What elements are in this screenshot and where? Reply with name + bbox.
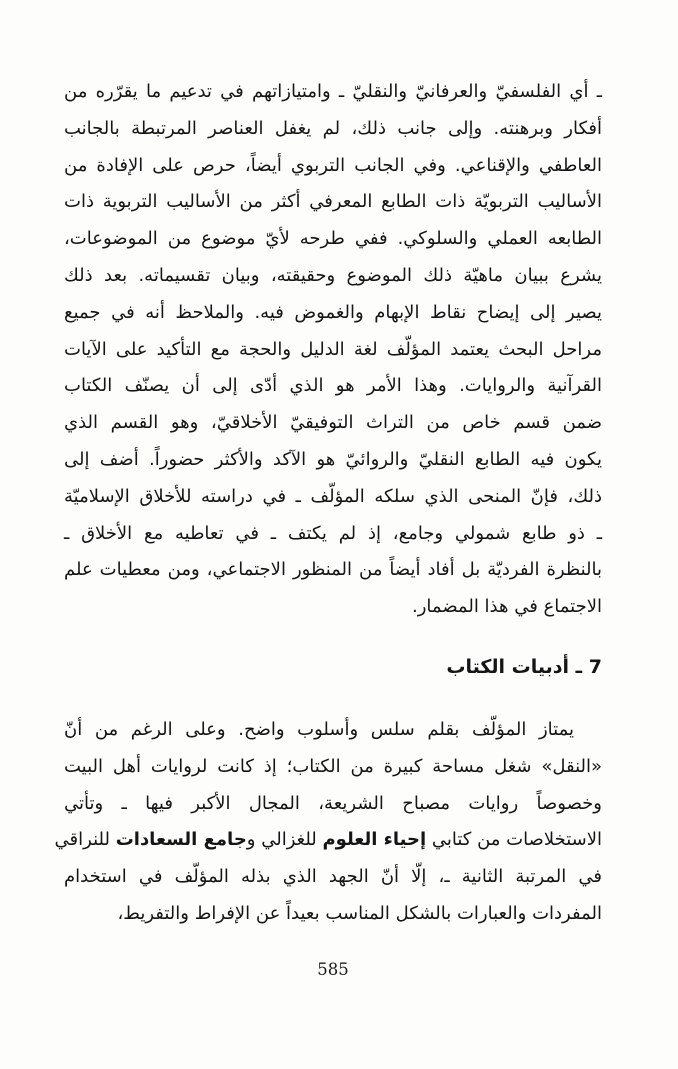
text-line-with-book-titles xyxy=(54,822,602,859)
text-line: القرآنية والروايات. وهذا الأمر هو الذي أدّى إلى أن يصنّف الكتاب xyxy=(64,375,602,397)
text-line: يمتاز المؤلّف بقلم سلس وأسلوب واضح. وعلى الرغم من أنّ xyxy=(64,718,574,740)
text-segment: الاستخلاصات من كتابي xyxy=(426,829,602,851)
text-line: ـ أي الفلسفيّ والعرفانيّ والنقليّ ـ وامتيازاتهم في تدعيم ما يقرّره من xyxy=(64,81,602,102)
text-line: ذلك، فإنّ المنحى الذي سلكه المؤلّف ـ في دراسته للأخلاق الإسلاميّة xyxy=(64,485,602,507)
text-segment: للغزالي و xyxy=(246,829,323,851)
text-line: بالنظرة الفرديّة بل أفاد أيضاً من المنظور الاجتماعي، ومن معطيات علم xyxy=(64,559,602,581)
text-line: في المرتبة الثانية ـ، إلّا أنّ الجهد الذي بذله المؤلّف في استخدام xyxy=(64,866,602,888)
text-segment: للنراقي xyxy=(54,829,116,851)
text-line: الاجتماع في هذا المضمار. xyxy=(412,596,602,618)
text-line: الطابعه العملي والسلوكي. ففي طرحه لأيّ موضوع من الموضوعات، xyxy=(64,228,602,250)
text-line: العاطفي والإقناعي. وفي الجانب التربوي أيضاً، حرص على الإفادة من xyxy=(64,154,602,176)
text-line: الأساليب التربويّة ذات الطابع المعرفي أكثر من الأساليب التربوية ذات xyxy=(64,191,602,213)
text-line: ضمن قسم خاص من التراث التوفيقيّ الأخلاقيّ، وهو القسم الذي xyxy=(64,412,602,434)
text-line: ـ ذو طابع شمولي وجامع، إذ لم يكتف ـ في تعاطيه مع الأخلاق ـ xyxy=(64,522,602,544)
text-line: مراحل البحث يعتمد المؤلّف لغة الدليل والحجة مع التأكيد على الآيات xyxy=(64,338,602,360)
text-line: يكون فيه الطابع النقليّ والروائيّ هو الآكد والأكثر حضوراً. أضف إلى xyxy=(64,448,602,470)
book-title-jami-saadat: جامع السعادات xyxy=(115,829,247,851)
text-line: يصير إلى إيضاح نقاط الإبهام والغموض فيه. والملاحظ أنه في جميع xyxy=(64,301,602,323)
text-line: يشرع ببيان ماهيّة ذلك الموضوع وحقيقته، وبيان تقسيماته. بعد ذلك xyxy=(64,264,602,286)
text-line: وخصوصاً روايات مصباح الشريعة، المجال الأكبر فيها ـ وتأتي xyxy=(64,792,602,814)
text-line: أفكار وبرهنته. وإلى جانب ذلك، لم يغفل العناصر المرتبطة بالجانب xyxy=(64,117,602,139)
section-heading: 7 ـ أدبيات الكتاب xyxy=(446,655,602,678)
text-line: «النقل» شغل مساحة كبيرة من الكتاب؛ إذ كانت لروايات أهل البيت xyxy=(64,755,602,777)
page-number: 585 xyxy=(317,959,349,979)
book-title-ihya-ulum: إحياء العلوم xyxy=(322,829,427,851)
text-line: المفردات والعبارات بالشكل المناسب بعيداً عن الإفراط والتفريط، xyxy=(117,902,602,924)
paragraph-continuation xyxy=(64,74,602,626)
paragraph-adabiyyat xyxy=(54,712,602,933)
